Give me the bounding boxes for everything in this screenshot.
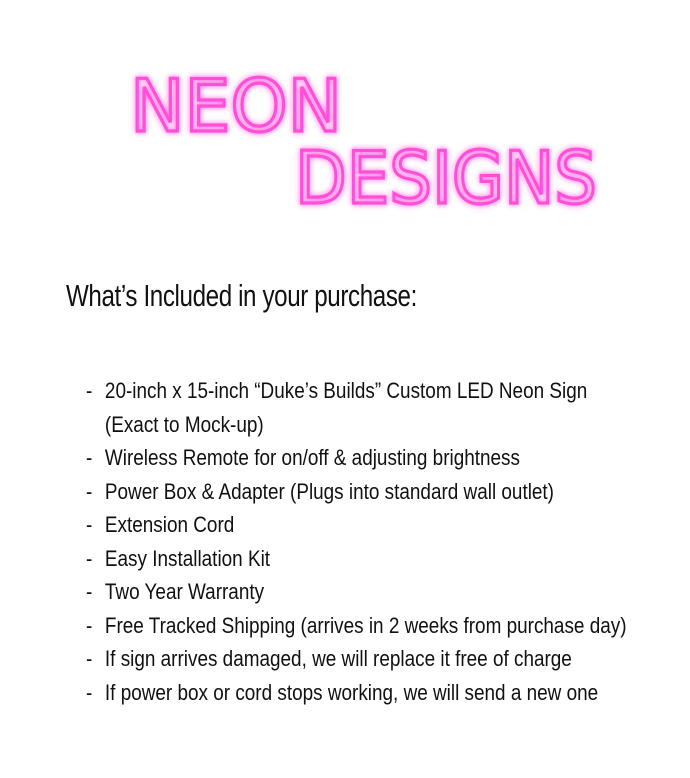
list-item — [86, 374, 626, 441]
list-item — [86, 642, 626, 676]
list-item-text: 20-inch x 15-inch “Duke’s Builds” Custom LED Neon Sign — [104, 378, 588, 403]
included-items-list — [86, 374, 690, 709]
bullet-dash: - — [86, 545, 93, 571]
bullet-dash: - — [86, 679, 93, 705]
page-heading: What’s Included in your purchase: — [66, 278, 417, 313]
bullet-dash: - — [86, 646, 93, 671]
list-item — [86, 508, 626, 542]
bullet-dash: - — [86, 579, 93, 604]
list-item-continuation: (Exact to Mock-up) — [104, 411, 264, 437]
list-item — [86, 542, 626, 576]
list-item-text: If sign arrives damaged, we will replace it free of charge — [104, 646, 572, 671]
list-item — [86, 575, 626, 609]
bullet-dash: - — [86, 445, 93, 470]
list-item — [86, 441, 626, 475]
list-item-text: If power box or cord stops working, we will send a new one — [104, 679, 599, 705]
bullet-dash: - — [86, 512, 93, 537]
list-item — [86, 475, 626, 509]
logo-line-designs: DESIGNS — [295, 136, 597, 220]
neon-logo-graphic — [0, 0, 690, 240]
neon-designs-logo — [0, 0, 690, 240]
list-item-text: Easy Installation Kit — [104, 545, 271, 571]
list-item-text: Wireless Remote for on/off & adjusting brightness — [104, 445, 520, 470]
bullet-dash: - — [86, 478, 93, 504]
bullet-dash: - — [86, 378, 93, 403]
logo-line-neon: NEON — [130, 64, 342, 148]
bullet-dash: - — [86, 612, 93, 638]
list-item — [86, 676, 626, 710]
list-item-text: Power Box & Adapter (Plugs into standard wall outlet) — [104, 478, 554, 504]
list-item-text: Extension Cord — [104, 512, 235, 537]
list-item-text: Free Tracked Shipping (arrives in 2 weeks from purchase day) — [104, 612, 627, 638]
list-item-text: Two Year Warranty — [104, 579, 265, 604]
list-item — [86, 609, 626, 643]
